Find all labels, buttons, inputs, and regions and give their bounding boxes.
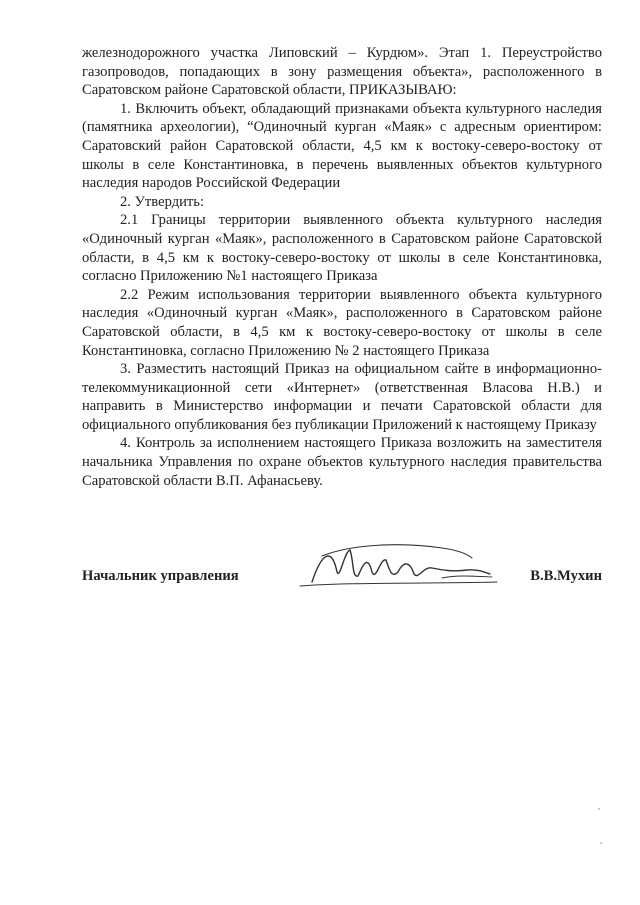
scan-speck: [598, 808, 600, 810]
signatory-name: В.В.Мухин: [530, 568, 602, 584]
paragraph-item-3: 3. Разместить настоящий Приказ на официальном сайте в информационно-телекоммуникационной сети «Интернет» (ответственная Власова Н.В.) и направить в Министерство информации и печати Саратовской области для официального опубликования без публикации Приложений к настоящему Приказу: [82, 361, 602, 433]
handwritten-signature: [292, 542, 502, 592]
signatory-title: Начальник управления: [82, 568, 239, 584]
paragraph-intro: железнодорожного участка Липовский – Курдюм». Этап 1. Переустройство газопроводов, попадающих в зону размещения объекта», расположенного в Саратовском районе Саратовской области, ПРИКАЗЫВАЮ:: [82, 45, 602, 99]
signature-block: [82, 562, 602, 602]
paragraph-item-2-2: 2.2 Режим использования территории выявленного объекта культурного наследия «Одиночный курган «Маяк», расположенного в Саратовском районе Саратовской области, в 4,5 км к востоку-северо-востоку от школы в селе Константиновка, согласно Приложению № 2 настоящего Приказа: [82, 286, 602, 359]
document-body: [82, 44, 602, 490]
paragraph-item-2-1: 2.1 Границы территории выявленного объекта культурного наследия «Одиночный курган «Маяк», расположенного в Саратовском районе Саратовской области, в 4,5 км к востоку-северо-востоку от школы в селе Константиновка, согласно Приложению №1 настоящего Приказа: [82, 212, 602, 285]
paragraph-item-2: 2. Утвердить:: [120, 193, 205, 210]
scan-speck: [600, 842, 602, 844]
paragraph-item-4: 4. Контроль за исполнением настоящего Приказа возложить на заместителя начальника Управления по охране объектов культурного наследия правительства Саратовской области В.П. Афанасьеву.: [82, 435, 602, 489]
paragraph-item-1: 1. Включить объект, обладающий признаками объекта культурного наследия (памятника археологии), “Одиночный курган «Маяк» с адресным ориентиром: Саратовский район Саратовской области, 4,5 км к востоку-северо-востоку от школы в селе Константиновка, в перечень выявленных объектов культурного наследия народов Российской Федерации: [82, 100, 602, 192]
